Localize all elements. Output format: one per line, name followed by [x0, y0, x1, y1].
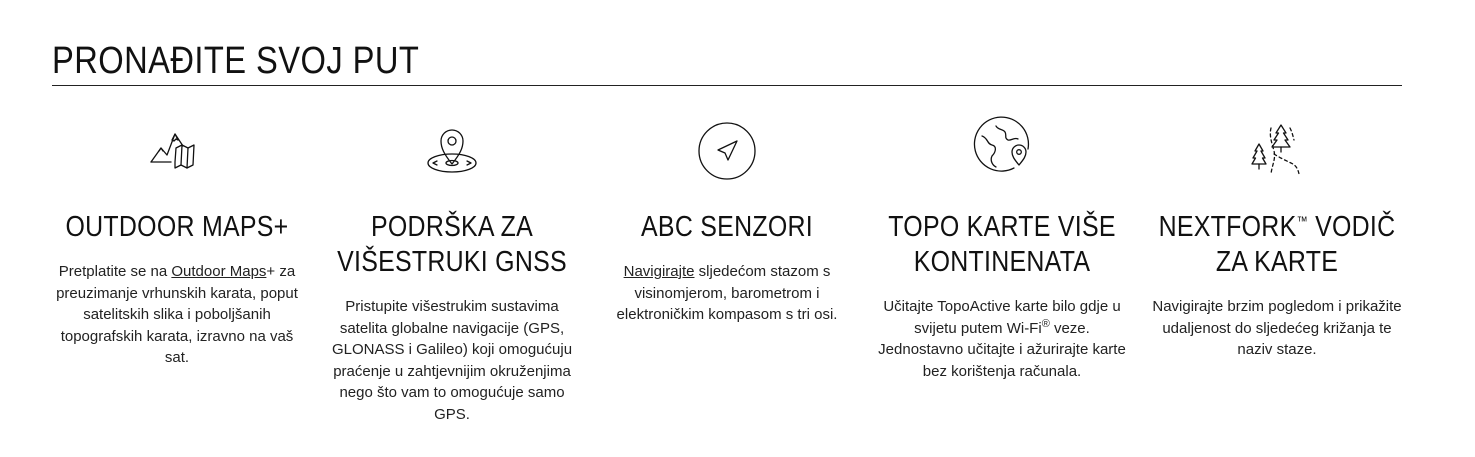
feature-title: [1152, 210, 1401, 280]
feature-title: PODRŠKA ZA VIŠESTRUKI GNSS: [337, 211, 567, 278]
feature-outdoor-maps: [52, 116, 302, 425]
title-text: NEXTFORK: [1158, 211, 1297, 243]
desc-text: + za preuzimanje vrhunskih karata, poput satelitskih slika i poboljšanih topografskih karata, izravno na vaš sat.: [56, 263, 298, 366]
outdoor-maps-link[interactable]: Outdoor Maps: [171, 263, 267, 280]
trees-trail-icon: [1245, 116, 1309, 184]
feature-description: [52, 261, 302, 369]
features-row: [52, 116, 1402, 425]
location-pin-icon: [420, 116, 484, 184]
feature-description: [877, 296, 1127, 382]
feature-title: OUTDOOR MAPS+: [65, 211, 289, 243]
title-text: VODIČ ZA KARTE: [1215, 211, 1396, 278]
feature-abc-sensors: [602, 116, 852, 425]
navigate-link[interactable]: Navigirajte: [623, 263, 695, 280]
globe-pin-icon: [970, 116, 1034, 184]
desc-text: Učitajte TopoActive karte bilo gdje u svijetu putem Wi-Fi: [883, 298, 1121, 337]
feature-description: [602, 261, 852, 326]
feature-nextfork: [1152, 116, 1402, 425]
title-divider: [52, 85, 1402, 86]
compass-icon: [695, 116, 759, 184]
feature-title: TOPO KARTE VIŠE KONTINENATA: [888, 211, 1116, 278]
feature-multi-gnss: [327, 116, 577, 425]
desc-text: veze. Jednostavno učitajte i ažurirajte karte bez korištenja računala.: [878, 319, 1126, 380]
section-title: PRONAĐITE SVOJ PUT: [52, 40, 420, 82]
map-mountains-icon: [145, 116, 209, 184]
desc-text: Pretplatite se na: [58, 263, 172, 280]
feature-topo-maps: [877, 116, 1127, 425]
registered-mark: ®: [1041, 317, 1050, 330]
feature-description: Navigirajte brzim pogledom i prikažite udaljenost do sljedećeg križanja te naziv staze.: [1152, 298, 1402, 358]
feature-title: ABC SENZORI: [641, 211, 813, 243]
desc-text: sljedećom stazom s visinomjerom, barometrom i elektroničkim kompasom s tri osi.: [616, 263, 838, 323]
trademark-mark: ™: [1296, 213, 1308, 229]
feature-description: Pristupite višestrukim sustavima satelita globalne navigacije (GPS, GLONASS i Galileo) koji omogućuju praćenje u zahtjevnijim okruženjima nego što vam to omogućuje samo GPS.: [331, 298, 573, 423]
